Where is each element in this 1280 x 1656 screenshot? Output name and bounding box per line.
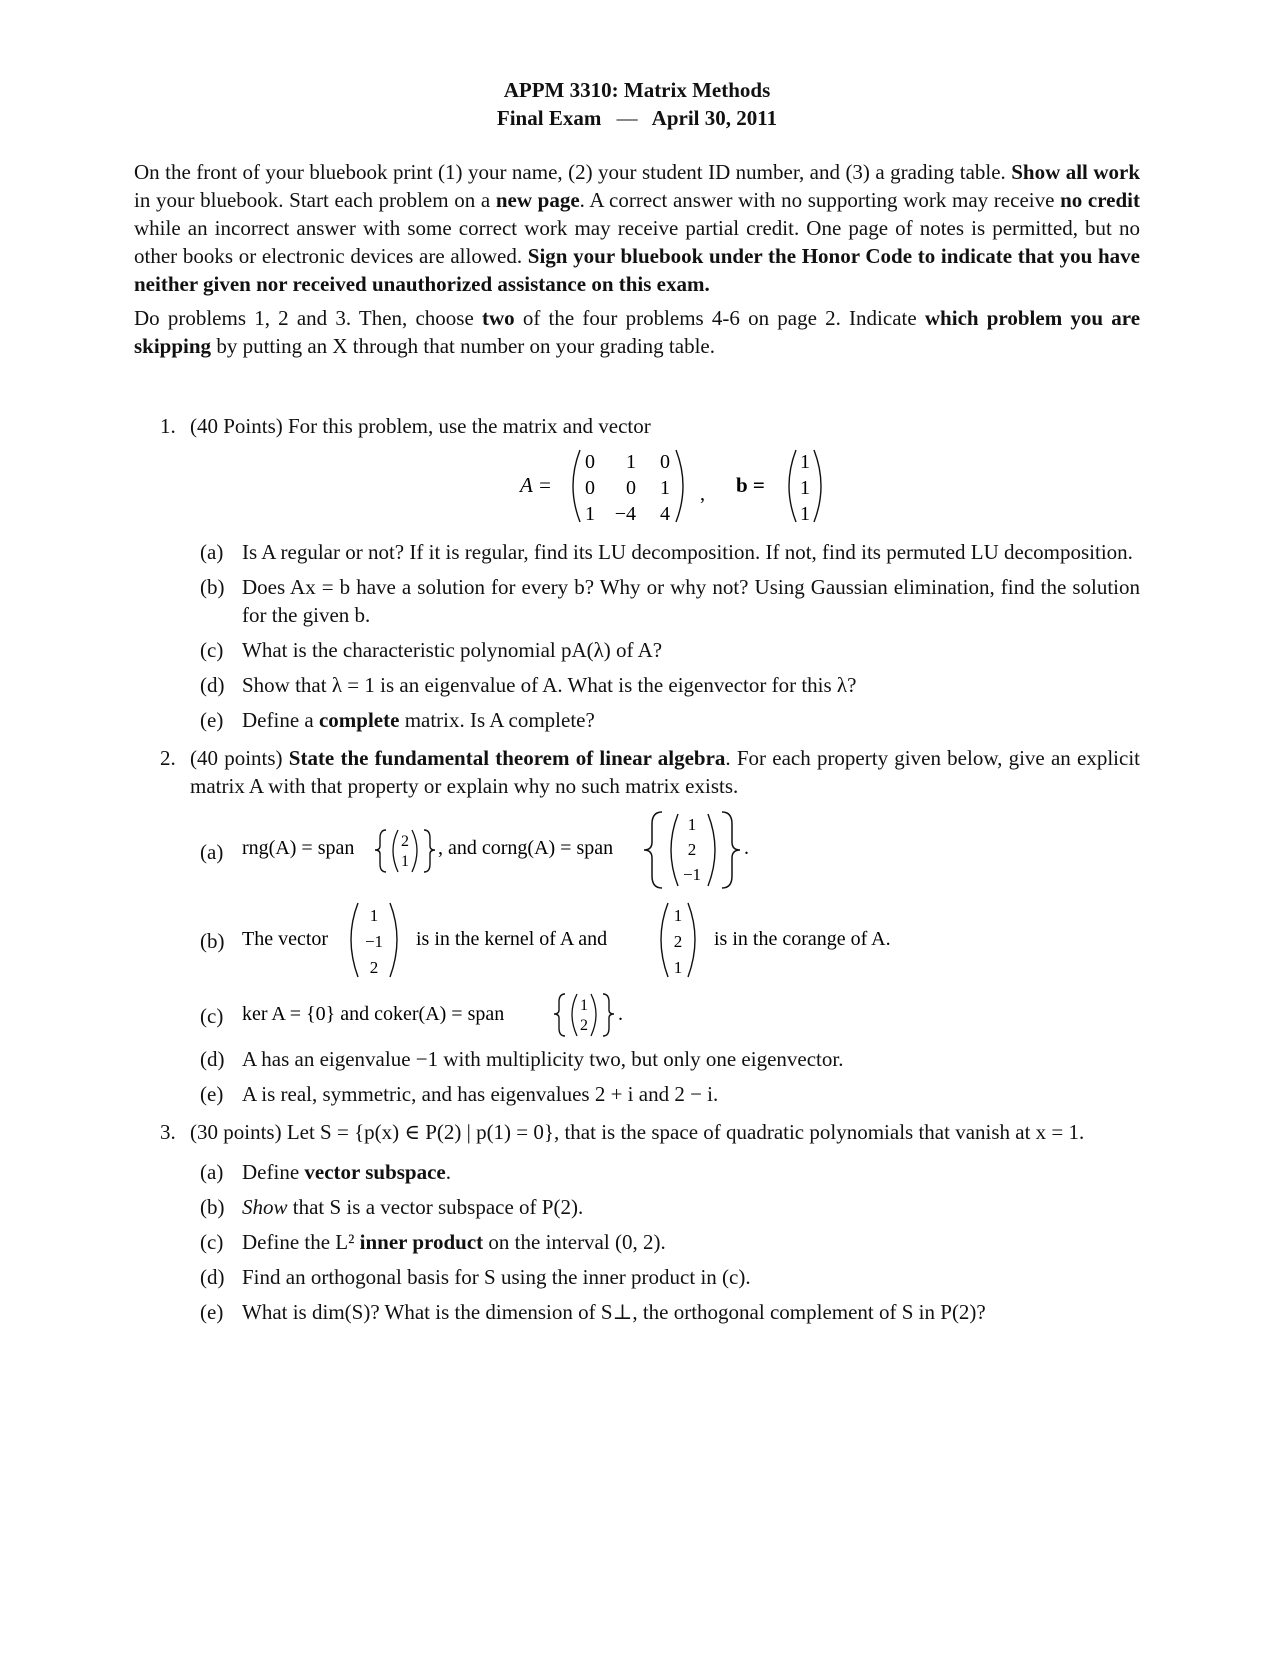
part-c (190, 1228, 1140, 1256)
vector-cell: 2 (401, 833, 409, 850)
problem-number: 3. (160, 1120, 176, 1144)
right-paren (390, 903, 397, 977)
instr-text: by putting an X through that number on your grading table. (216, 334, 715, 358)
part-text: A has an eigenvalue −1 with multiplicity two, but only one eigenvector. (242, 1047, 844, 1071)
math-text: , and corng(A) = span (438, 837, 614, 859)
instr-text: while an incorrect answer with some correct work may receive partial credit. One page of notes is permitted, but no other books or electronic devices are allowed. (134, 216, 1140, 268)
exam-date: April 30, 2011 (651, 106, 778, 130)
part-label: (b) (200, 929, 225, 953)
left-paren (351, 903, 358, 977)
part-label: (d) (200, 673, 225, 697)
instructions-paragraph-2 (134, 304, 1140, 360)
instr-text: . A correct answer with no supporting work may receive (579, 188, 1055, 212)
part-text-segment: Define (242, 1160, 300, 1184)
vector-cell: 1 (369, 906, 379, 925)
part-text: Show that λ = 1 is an eigenvalue of A. What is the eigenvector for this λ? (242, 673, 857, 697)
vector-cell: 2 (369, 958, 379, 977)
instr-text: in your bluebook. Start each problem on a (134, 188, 491, 212)
right-paren (814, 450, 821, 522)
instr-text: Do problems 1, 2 and 3. Then, choose (134, 306, 474, 330)
part-e (190, 706, 1140, 734)
part-label: (b) (200, 1195, 225, 1219)
part-d (190, 1263, 1140, 1291)
part-text-segment: matrix. Is A complete? (404, 708, 595, 732)
part-label: (e) (200, 1300, 224, 1324)
left-brace (644, 812, 662, 888)
part-text-segment: Define a (242, 708, 314, 732)
matrix-label: A = (520, 473, 552, 497)
vector-cell: 1 (800, 503, 810, 525)
instr-text: On the front of your bluebook print (1) your name, (2) your student ID number, and (3) a grading table. (134, 160, 1006, 184)
right-brace (722, 812, 740, 888)
right-brace (603, 994, 614, 1036)
vector-cell: 2 (673, 932, 683, 951)
right-paren (676, 450, 683, 522)
separator-comma: , (700, 483, 705, 505)
part-text (242, 1228, 1140, 1256)
math-text: . (618, 1003, 623, 1025)
vector-cell: 1 (687, 815, 697, 834)
part-text: What is the characteristic polynomial pA(λ) of A? (242, 638, 663, 662)
matrix-cell: −4 (614, 503, 636, 525)
part-a (190, 1158, 1140, 1186)
honor-code-statement: Sign your bluebook under the Honor Code to indicate that you have neither given nor received unauthorized assistance on this exam. (134, 244, 1140, 296)
left-paren (671, 814, 678, 886)
problem-1 (134, 412, 1140, 734)
part-a-math (242, 808, 1142, 890)
math-text: is in the kernel of A and (416, 928, 608, 950)
part-label: (d) (200, 1047, 225, 1071)
part-b-math (242, 897, 1142, 981)
vector-cell: −1 (364, 932, 384, 951)
exam-name: Final Exam (496, 106, 602, 130)
instr-bold: no credit (1060, 188, 1140, 212)
part-label: (d) (200, 1265, 225, 1289)
right-paren (688, 903, 695, 977)
part-label: (a) (200, 1160, 224, 1184)
instructions-paragraph-1 (134, 158, 1140, 298)
part-label: (c) (200, 1230, 224, 1254)
problem-stem (190, 744, 1140, 800)
problem-2-parts (190, 808, 1140, 1108)
part-text-segment: that S is a vector subspace of P(2). (292, 1195, 584, 1219)
left-paren (393, 830, 398, 872)
part-b (190, 1193, 1140, 1221)
stem-bold: State the fundamental theorem of linear algebra (288, 746, 726, 770)
part-text-segment: on the interval (0, 2). (483, 1230, 666, 1254)
part-label: (a) (200, 840, 224, 864)
left-paren (789, 450, 796, 522)
course-title: APPM 3310: Matrix Methods (503, 78, 771, 102)
part-b (190, 897, 1140, 981)
instr-text: of the four problems 4-6 on page 2. Indicate (522, 306, 917, 330)
vector-label: b = (736, 473, 765, 497)
right-paren (708, 814, 715, 886)
instr-bold: new page (495, 188, 580, 212)
problem-3 (134, 1118, 1140, 1326)
left-brace (375, 830, 386, 872)
instr-bold: two (482, 306, 515, 330)
left-paren (661, 903, 668, 977)
stem-segment: (40 points) (190, 746, 283, 770)
part-label: (a) (200, 540, 224, 564)
problem-number: 1. (160, 414, 176, 438)
stem-segment: . For each property given below, give an explicit matrix A with that property or explain why no such matrix exists. (190, 746, 1140, 798)
vector-cell: 1 (800, 451, 810, 473)
left-brace (554, 994, 565, 1036)
part-c (190, 988, 1140, 1038)
part-label: (c) (200, 638, 224, 662)
part-d (190, 671, 1140, 699)
exam-date-line (134, 104, 1140, 132)
part-text-bold: vector subspace (304, 1160, 446, 1184)
part-text-bold: inner product (359, 1230, 484, 1254)
math-text: The vector (242, 928, 329, 950)
part-text-italic: Show (242, 1195, 288, 1219)
matrix-cell: 4 (660, 503, 670, 525)
part-c-math (242, 988, 1142, 1038)
matrix-cell: 1 (585, 503, 595, 525)
left-paren (572, 994, 577, 1036)
left-paren (573, 450, 580, 522)
right-paren (591, 994, 596, 1036)
matrix-cell: 0 (585, 451, 595, 473)
part-a (190, 538, 1140, 566)
math-text: . (744, 837, 749, 859)
part-text-segment: Define the L² (242, 1230, 360, 1254)
part-label: (e) (200, 1082, 224, 1106)
part-d (190, 1045, 1140, 1073)
problem-3-parts (190, 1158, 1140, 1326)
matrix-display (190, 444, 1140, 528)
math-text: ker A = {0} and coker(A) = span (242, 1003, 505, 1025)
right-brace (424, 830, 435, 872)
title-dash: — (616, 106, 638, 130)
problem-stem: (30 points) Let S = {p(x) ∈ P(2) | p(1) = 0}, that is the space of quadratic polynomials that vanish at x = 1. (190, 1120, 1085, 1144)
exam-page (134, 76, 1140, 1333)
vector-cell: 1 (800, 477, 810, 499)
matrix-cell: 0 (626, 477, 636, 499)
part-e (190, 1080, 1140, 1108)
part-text: Find an orthogonal basis for S using the inner product in (c). (242, 1265, 751, 1289)
part-text: What is dim(S)? What is the dimension of S⊥, the orthogonal complement of S in P(2)? (242, 1300, 986, 1324)
part-c (190, 636, 1140, 664)
vector-cell: 1 (580, 997, 588, 1014)
part-text (242, 1193, 1140, 1221)
vector-cell: 2 (687, 840, 697, 859)
problem-2 (134, 744, 1140, 1108)
part-text-bold: complete (318, 708, 400, 732)
part-text-segment: . (445, 1160, 451, 1184)
right-paren (412, 830, 417, 872)
problem-1-parts (190, 538, 1140, 734)
part-a (190, 808, 1140, 890)
part-text: Does Ax = b have a solution for every b? Why or why not? Using Gaussian elimination, find the solution for the given b. (242, 575, 1140, 627)
part-e (190, 1298, 1140, 1326)
instr-bold: which problem you are skipping (134, 306, 1141, 358)
part-text (242, 706, 1140, 734)
problem-number: 2. (160, 746, 176, 770)
vector-cell: 1 (401, 853, 409, 870)
matrix-cell: 0 (660, 451, 670, 473)
matrix-cell: 1 (626, 451, 636, 473)
part-text: Is A regular or not? If it is regular, find its LU decomposition. If not, find its permuted LU decomposition. (242, 540, 1133, 564)
part-label: (c) (200, 1004, 224, 1028)
math-text: is in the corange of A. (714, 928, 891, 950)
matrix-cell: 0 (585, 477, 595, 499)
vector-cell: −1 (682, 865, 702, 884)
part-label: (e) (200, 708, 224, 732)
vector-cell: 2 (580, 1017, 588, 1034)
part-text (242, 1158, 1140, 1186)
part-text: A is real, symmetric, and has eigenvalues 2 + i and 2 − i. (242, 1082, 719, 1106)
math-text: rng(A) = span (242, 837, 355, 859)
matrix-cell: 1 (660, 477, 670, 499)
part-label: (b) (200, 575, 225, 599)
vector-cell: 1 (673, 906, 683, 925)
problem-stem: (40 Points) For this problem, use the matrix and vector (190, 414, 651, 438)
part-b (190, 573, 1140, 629)
vector-cell: 1 (673, 958, 683, 977)
instr-bold: Show all work (1011, 160, 1140, 184)
exam-title (134, 76, 1140, 132)
